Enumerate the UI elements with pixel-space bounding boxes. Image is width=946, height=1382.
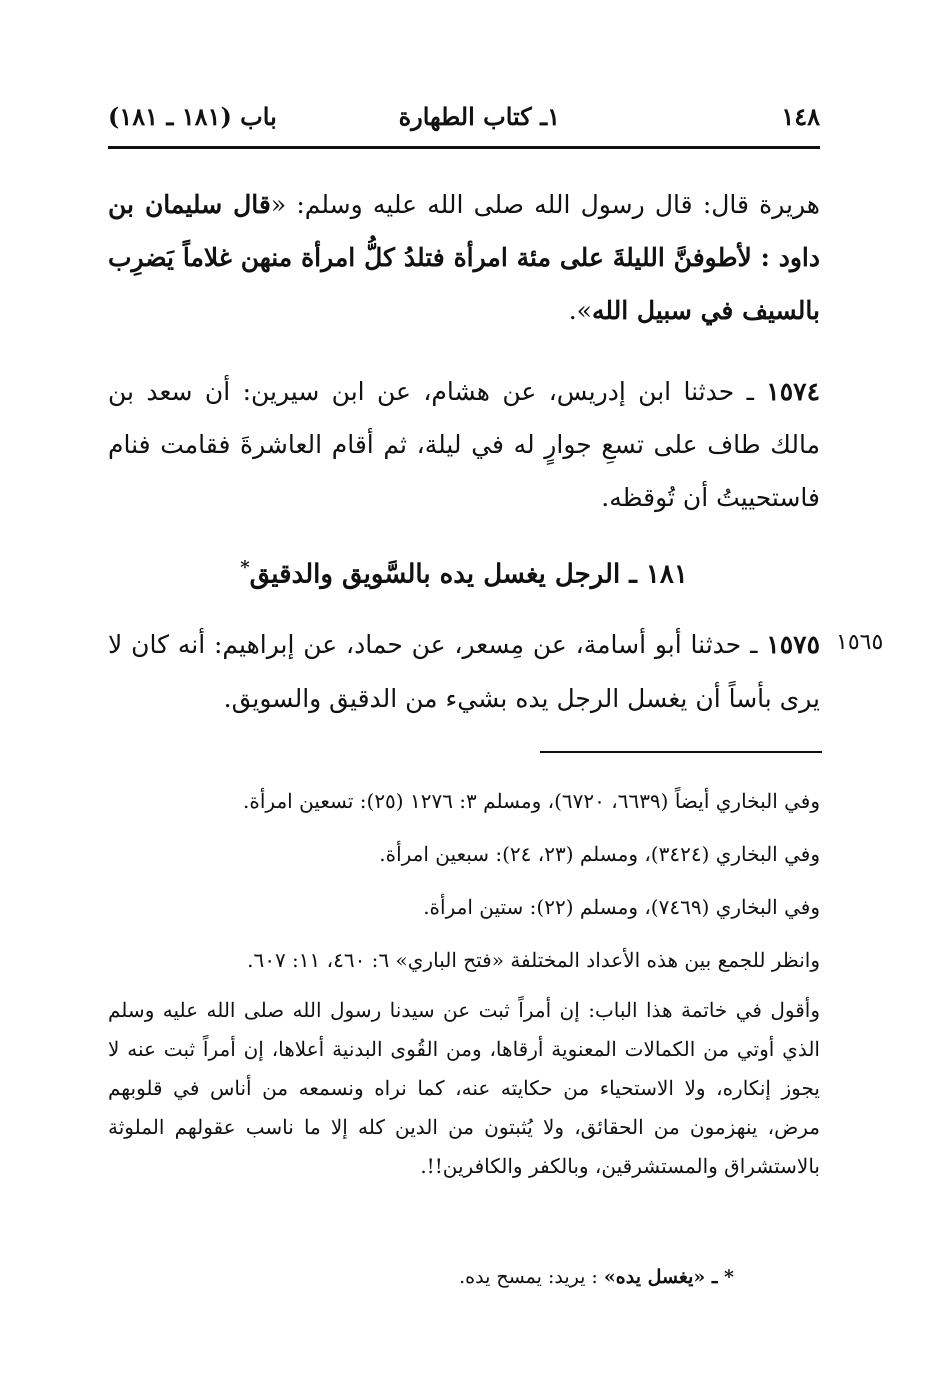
book-title: ١ـ كتاب الطهارة <box>398 102 560 131</box>
hadith-1575-paragraph <box>108 618 820 726</box>
note-line-3: وفي البخاري (٧٤٦٩)، ومسلم (٢٢): ستين امرأة. <box>423 895 820 919</box>
note-line-2: وفي البخاري (٣٤٢٤)، ومسلم (٢٣، ٢٤): سبعين امرأة. <box>379 842 820 866</box>
intro-paragraph <box>108 178 820 337</box>
notes-separator <box>540 751 822 753</box>
note-paragraph: وأقول في خاتمة هذا الباب: إن أمراً ثبت عن سيدنا رسول الله صلى الله عليه وسلم الذي أوتي من الكمالات المعنوية أرقاها، ومن القُوى البدنية أعلاها، إن أمراً ثبت عنه لا يجوز إنكاره، ولا الاستحياء من حكايته عنه، كما نراه ونسمعه من أناس في قلوبهم مرض، ينهزمون من الحقائق، ولا يُثبتون من الدين كله إلا ما ناسب عقولهم الملوثة بالاستشراق والمستشرقين، وبالكفر والكافرين!!. <box>108 998 820 1178</box>
page-header <box>108 98 820 142</box>
notes-section <box>108 775 820 1186</box>
margin-number: ١٥٦٥ <box>836 630 884 655</box>
chapter-star: * <box>240 557 250 578</box>
chapter-title-text: ١٨١ ـ الرجل يغسل يده بالسَّويق والدقيق <box>249 559 688 590</box>
note-line-1: وفي البخاري أيضاً (٦٦٣٩، ٦٧٢٠)، ومسلم ٣: ١٢٧٦ (٢٥): تسعين امرأة. <box>243 789 820 813</box>
footnote <box>108 1262 820 1292</box>
page-number: ١٤٨ <box>781 102 820 131</box>
hadith-1575-text: ـ حدثنا أبو أسامة، عن مِسعر، عن حماد، عن إبراهيم: أنه كان لا يرى بأساً أن يغسل الرجل يده بشيء من الدقيق والسويق. <box>108 630 820 713</box>
note-line-4: وانظر للجمع بين هذه الأعداد المختلفة «فتح الباري» ٦: ٤٦٠، ١١: ٦٠٧. <box>247 948 820 972</box>
footnote-text: : يريد: يمسح يده. <box>459 1266 604 1288</box>
intro-quote: قال سليمان بن داود : لأطوفنَّ الليلةَ على مئة امرأة فتلدُ كلُّ امرأة منهن غلاماً يَضرِب بالسيف في سبيل الله <box>108 190 820 325</box>
hadith-1575 <box>108 618 820 726</box>
intro-part1: هريرة قال: قال رسول الله صلى الله عليه وسلم: « <box>270 190 820 219</box>
hadith-1574-text: ـ حدثنا ابن إدريس، عن هشام، عن ابن سيرين: أن سعد بن مالك طاف على تسعِ جوارٍ له في ليلة، ثم أقام العاشرةَ فقامت فنام فاستحييتُ أن تُوقظه. <box>108 377 820 512</box>
intro-part2: ». <box>568 296 592 325</box>
hadith-1575-number: ١٥٧٥ <box>766 630 820 659</box>
hadith-1574 <box>108 365 820 524</box>
chapter-range: باب (١٨١ ـ ١٨١) <box>108 102 277 131</box>
chapter-heading <box>108 548 820 595</box>
hadith-1574-number: ١٥٧٤ <box>766 377 820 406</box>
header-rule <box>108 146 820 149</box>
main-text <box>108 178 820 570</box>
footnote-marker: * ـ «يغسل يده» <box>603 1266 734 1288</box>
